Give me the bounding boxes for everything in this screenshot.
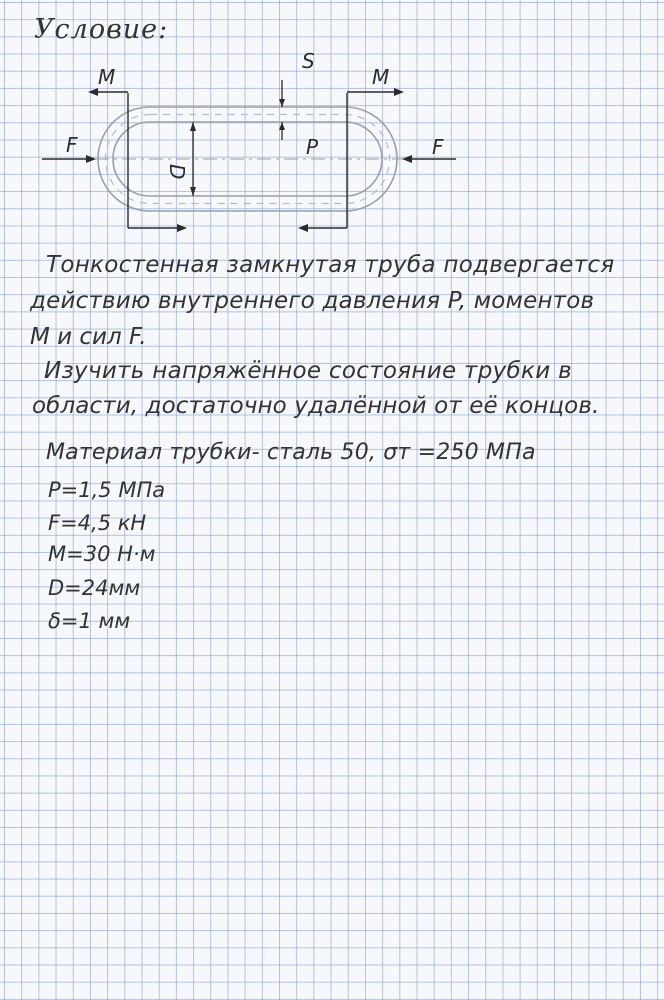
- moment-right-bottom-arrowhead: [298, 224, 308, 232]
- given-thickness: δ=1 мм: [48, 609, 131, 633]
- force-left-arrowhead: [86, 155, 96, 163]
- given-moment: M=30 Н·м: [48, 542, 156, 566]
- label-d: D: [165, 164, 189, 180]
- force-right-arrowhead: [402, 155, 412, 163]
- material-line: Материал трубки- сталь 50, σт =250 МПа: [46, 440, 536, 465]
- moment-right-top-arrowhead: [394, 88, 404, 96]
- problem-line-3: M и сил F.: [30, 324, 147, 350]
- problem-line-5: области, достаточно удалённой от её концов.: [32, 393, 600, 419]
- problem-line-2: действию внутреннего давления P, моментов: [30, 288, 595, 314]
- label-m-left: M: [98, 65, 116, 89]
- tube-diagram: [0, 0, 664, 250]
- moment-left-bottom-arrowhead: [177, 224, 187, 232]
- label-p: P: [306, 135, 319, 159]
- page-title: Условие:: [34, 14, 169, 45]
- label-m-right: M: [372, 65, 390, 89]
- label-f-right: F: [432, 135, 444, 159]
- label-f-left: F: [66, 133, 78, 157]
- label-s: S: [302, 49, 315, 73]
- problem-line-1: Тонкостенная замкнутая труба подвергается: [46, 252, 615, 278]
- given-diameter: D=24мм: [48, 576, 141, 600]
- given-pressure: P=1,5 МПа: [48, 478, 166, 502]
- problem-line-4: Изучить напряжённое состояние трубки в: [44, 358, 572, 384]
- moment-left-top-arrowhead: [88, 88, 98, 96]
- given-force: F=4,5 кН: [48, 511, 147, 535]
